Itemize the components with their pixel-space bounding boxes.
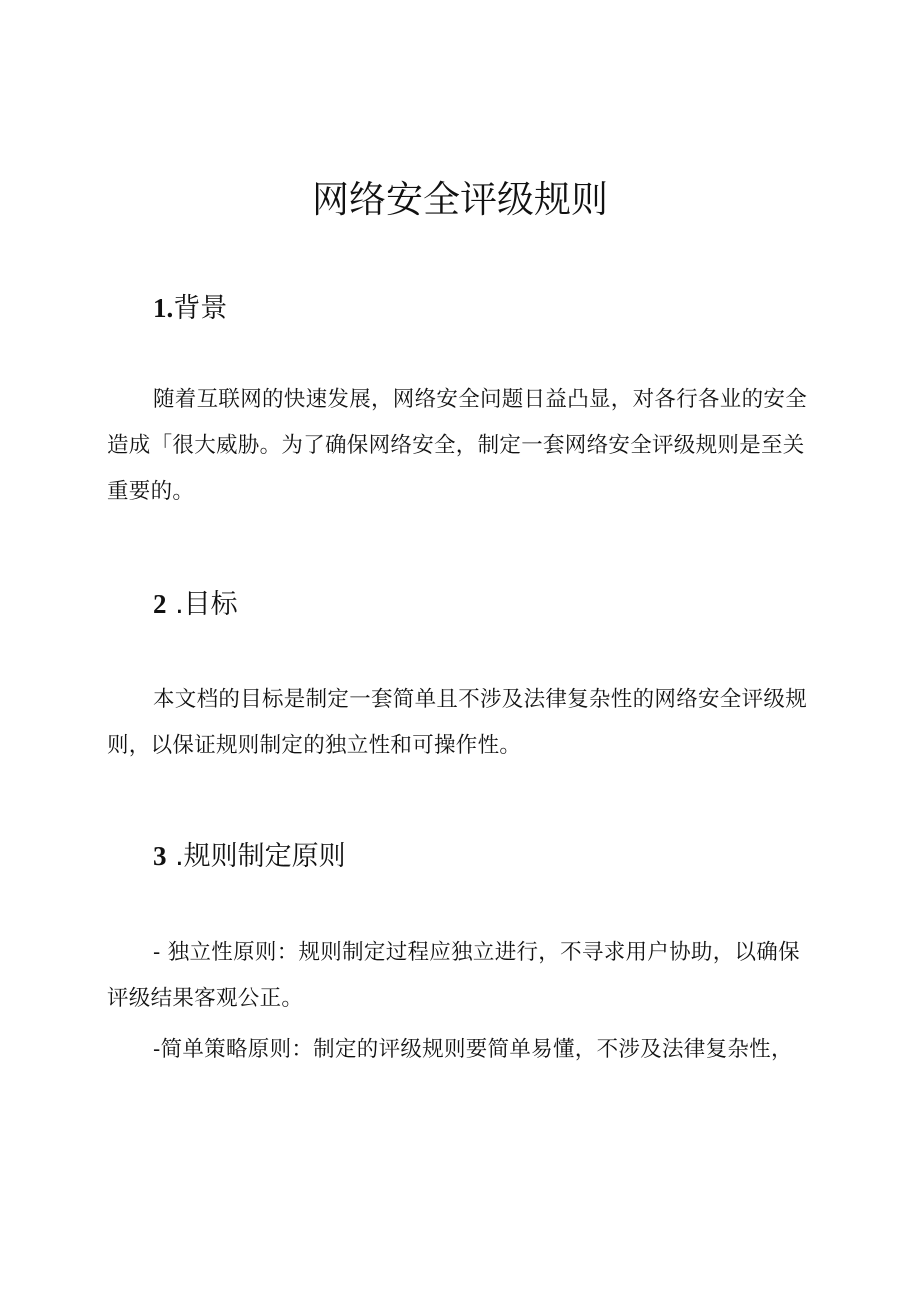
principle-item-independence	[107, 930, 807, 1022]
section-heading-principles	[153, 838, 346, 875]
paragraph-line: 评级结果客观公正。	[107, 986, 304, 1011]
section-title: .规则制定原则	[175, 841, 346, 872]
section-title: 背景	[173, 293, 228, 324]
goal-paragraph	[107, 677, 807, 769]
background-paragraph	[107, 377, 807, 515]
section-number: 3	[153, 841, 167, 871]
section-title: .目标	[175, 589, 238, 620]
paragraph-line: 则，以保证规则制定的独立性和可操作性。	[107, 733, 522, 758]
section-number: 2	[153, 589, 167, 619]
paragraph-line: 造成「很大威胁。为了确保网络安全，制定一套网络安全评级规则是至关	[107, 433, 805, 458]
paragraph-line: - 独立性原则：规则制定过程应独立进行，不寻求用户协助，以确保	[153, 940, 800, 965]
section-heading-background	[153, 290, 227, 327]
paragraph-line: -简单策略原则：制定的评级规则要简单易懂，不涉及法律复杂性，	[153, 1037, 793, 1062]
section-number: 1.	[153, 293, 174, 323]
paragraph-line: 本文档的目标是制定一套简单且不涉及法律复杂性的网络安全评级规	[153, 687, 808, 712]
paragraph-line: 重要的。	[107, 479, 195, 504]
paragraph-line: 随着互联网的快速发展，网络安全问题日益凸显，对各行各业的安全	[153, 387, 808, 412]
principle-item-simplicity	[107, 1027, 807, 1073]
document-title: 网络安全评级规则	[312, 178, 608, 221]
section-heading-goal	[153, 586, 238, 623]
